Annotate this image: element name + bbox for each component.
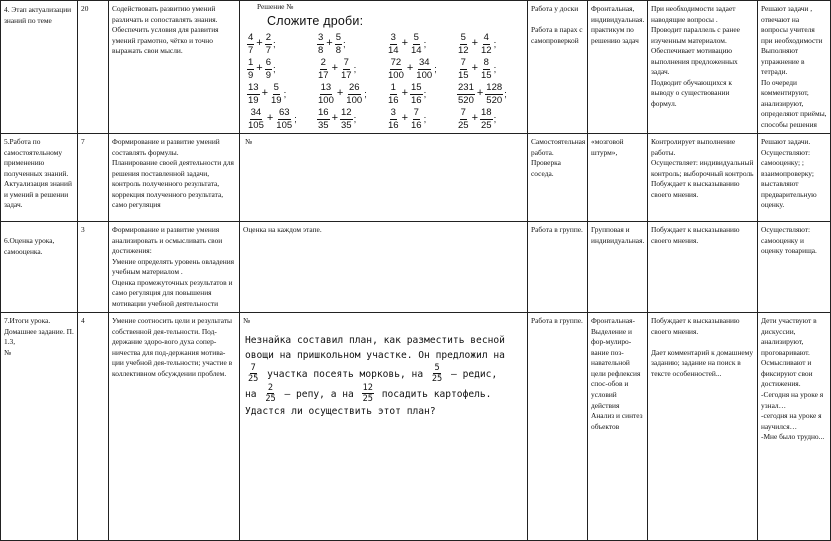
fraction bbox=[457, 58, 470, 80]
denominator: 25 bbox=[265, 394, 276, 405]
student-cell bbox=[758, 222, 831, 313]
denominator: 9 bbox=[248, 69, 254, 81]
fraction-expression bbox=[457, 58, 527, 80]
fraction bbox=[485, 83, 503, 105]
numerator: 13 bbox=[320, 82, 332, 94]
plus-sign: + bbox=[256, 62, 263, 75]
goal-text: Формирование и развитие умений составлять формулы. Планирование своей деятельности для решения поставленной задачи, контроль полученного результата, коррекция полученного результата, само регуляция bbox=[112, 137, 234, 210]
time-text: 3 bbox=[81, 225, 85, 235]
plus-sign: + bbox=[401, 37, 409, 50]
time-text: 4 bbox=[81, 316, 85, 326]
denominator: 100 bbox=[416, 69, 433, 81]
fraction bbox=[335, 33, 342, 55]
student-cell bbox=[758, 1, 831, 134]
denominator: 35 bbox=[341, 119, 352, 131]
separator: ; bbox=[434, 63, 437, 75]
fraction bbox=[480, 108, 493, 130]
fraction bbox=[387, 33, 400, 55]
fraction bbox=[340, 58, 353, 80]
task-cell bbox=[240, 1, 528, 134]
denominator: 17 bbox=[341, 69, 352, 81]
fraction bbox=[387, 58, 405, 80]
numerator: 7 bbox=[343, 57, 349, 69]
form-cell bbox=[528, 313, 588, 541]
denominator: 100 bbox=[388, 69, 404, 81]
problem-text-4: — репу, а на bbox=[284, 388, 354, 400]
time-cell bbox=[78, 1, 109, 134]
student-text: Дети участвуют в дискуссии, анализируют, проговаривают. Осмысливают и фиксируют свои достижения. -Сегодня на уроке я узнал… -сегодня на уроке я научился… -Мне было трудно... bbox=[761, 316, 825, 442]
time-cell bbox=[78, 134, 109, 222]
numerator: 231 bbox=[458, 82, 474, 94]
form-cell bbox=[528, 222, 588, 313]
numerator: 8 bbox=[483, 57, 489, 69]
student-cell bbox=[758, 134, 831, 222]
numerator: 16 bbox=[318, 107, 329, 119]
problem-text-2: участка посеять морковь, на bbox=[267, 368, 424, 380]
separator: ; bbox=[353, 63, 357, 75]
task-cell bbox=[240, 222, 528, 313]
fraction bbox=[265, 58, 272, 80]
plus-sign: + bbox=[476, 87, 484, 100]
denominator: 25 bbox=[481, 119, 492, 131]
stage-cell bbox=[1, 134, 78, 222]
numerator: 5 bbox=[434, 362, 440, 373]
denominator: 7 bbox=[248, 44, 254, 56]
numerator: 63 bbox=[278, 107, 290, 119]
fraction bbox=[317, 58, 330, 80]
fraction bbox=[275, 108, 293, 130]
plus-sign: + bbox=[471, 62, 479, 75]
student-cell bbox=[758, 313, 831, 541]
separator: ; bbox=[504, 88, 507, 100]
stage-cell bbox=[1, 222, 78, 313]
separator: ; bbox=[493, 113, 497, 125]
goal-cell bbox=[109, 134, 240, 222]
denominator: 15 bbox=[458, 69, 469, 81]
denominator: 105 bbox=[276, 119, 293, 131]
form-text: Работа в группе. bbox=[531, 225, 583, 235]
word-problem bbox=[245, 333, 513, 419]
denominator: 8 bbox=[318, 44, 324, 56]
fraction bbox=[247, 33, 254, 55]
method-text: Групповая и индивидуальная. bbox=[591, 225, 645, 245]
fraction bbox=[410, 33, 423, 55]
time-text: 20 bbox=[81, 4, 89, 13]
fraction-expression bbox=[247, 33, 317, 55]
plus-sign: + bbox=[471, 112, 479, 125]
plus-sign: + bbox=[401, 87, 409, 100]
fraction-expression bbox=[247, 83, 317, 105]
fraction bbox=[457, 108, 470, 130]
task-cell bbox=[240, 134, 528, 222]
separator: ; bbox=[273, 38, 276, 50]
time-cell bbox=[78, 313, 109, 541]
fraction bbox=[387, 83, 400, 105]
plus-sign: + bbox=[261, 87, 269, 100]
teacher-text: Побуждает к высказыванию своего мнения. Дает комментарий к домашнему заданию; задание на поиск в тексте особенностей... bbox=[651, 316, 754, 378]
separator: ; bbox=[423, 113, 427, 125]
task-text: № bbox=[243, 316, 251, 326]
separator: ; bbox=[343, 38, 346, 50]
fraction-expression bbox=[317, 58, 387, 80]
plus-sign: + bbox=[406, 62, 414, 75]
fraction bbox=[362, 384, 374, 404]
fraction bbox=[317, 33, 324, 55]
task-text: Оценка на каждом этапе. bbox=[243, 225, 322, 235]
numerator: 7 bbox=[460, 107, 466, 119]
fraction-expression bbox=[317, 83, 387, 105]
teacher-text: При необходимости задает наводящие вопросы . Проводит параллель с ранее изученным материалом. Обеспечивает мотивацию выполнения предложенных задач. Подводит обучающихся к выводу о существовании формул. bbox=[651, 4, 740, 108]
stage-text: 7.Итоги урока. Домашнее задание. П. 1.3, № bbox=[4, 316, 74, 357]
separator: ; bbox=[423, 88, 427, 100]
numerator: 3 bbox=[318, 32, 324, 44]
stage-text: 6.Оценка урока, самооценка. bbox=[4, 236, 55, 256]
denominator: 14 bbox=[411, 44, 422, 56]
separator: ; bbox=[364, 88, 367, 100]
numerator: 2 bbox=[267, 382, 274, 393]
teacher-cell bbox=[648, 134, 758, 222]
fraction-expression bbox=[387, 83, 457, 105]
numerator: 1 bbox=[248, 57, 254, 69]
plus-sign: + bbox=[256, 37, 263, 50]
separator: ; bbox=[423, 38, 427, 50]
fraction bbox=[247, 364, 259, 384]
numerator: 6 bbox=[265, 57, 272, 69]
fraction-exercise-grid bbox=[247, 33, 524, 130]
separator: ; bbox=[294, 113, 297, 125]
denominator: 19 bbox=[248, 94, 259, 106]
denominator: 520 bbox=[458, 94, 474, 106]
teacher-cell bbox=[648, 1, 758, 134]
plus-sign: + bbox=[266, 112, 274, 125]
stage-cell bbox=[1, 1, 78, 134]
denominator: 105 bbox=[248, 119, 264, 131]
fraction bbox=[431, 364, 443, 384]
denominator: 16 bbox=[388, 119, 399, 131]
method-cell bbox=[588, 222, 648, 313]
fraction bbox=[345, 83, 363, 105]
student-text: Решают задачи. Осуществляют: самооценку; ; взаимопроверку; выставляют предварительную оценку. bbox=[761, 137, 817, 210]
table-row bbox=[1, 222, 831, 313]
fraction bbox=[247, 58, 254, 80]
numerator: 26 bbox=[348, 82, 360, 94]
fraction-expression bbox=[457, 108, 527, 130]
denominator: 25 bbox=[458, 119, 469, 131]
numerator: 12 bbox=[362, 382, 373, 393]
numerator: 5 bbox=[460, 32, 466, 44]
numerator: 7 bbox=[250, 362, 256, 373]
denominator: 35 bbox=[318, 119, 329, 131]
method-cell bbox=[588, 313, 648, 541]
plus-sign: + bbox=[326, 37, 333, 50]
separator: ; bbox=[353, 113, 357, 125]
form-cell bbox=[528, 134, 588, 222]
separator: ; bbox=[493, 38, 497, 50]
method-text: Фронтальная, индивидуальная. практикум по решению задач bbox=[591, 4, 645, 45]
numerator: 2 bbox=[265, 32, 272, 44]
denominator: 9 bbox=[265, 69, 272, 81]
fraction bbox=[264, 384, 276, 404]
denominator: 12 bbox=[458, 44, 469, 56]
fraction-expression bbox=[387, 33, 457, 55]
numerator: 7 bbox=[413, 107, 419, 119]
fraction-expression bbox=[247, 58, 317, 80]
numerator: 3 bbox=[390, 32, 396, 44]
stage-cell bbox=[1, 313, 78, 541]
numerator: 13 bbox=[248, 82, 259, 94]
form-cell bbox=[528, 1, 588, 134]
fraction-expression bbox=[247, 108, 317, 130]
separator: ; bbox=[273, 63, 276, 75]
numerator: 72 bbox=[390, 57, 402, 69]
goal-text: Формирование и развитие умения анализировать и осмысливать свои достижения: Умение определять уровень овладения учебным материалом . Оценка промежуточных результатов и само регуляция для повышения мотивации учебной деятельности bbox=[112, 225, 235, 308]
student-text: Решают задачи , отвечают на вопросы учителя при необходимости Выполняют упражнение в тетради. По очереди комментируют, анализируют, определяют приёмы, способы решения bbox=[761, 4, 827, 129]
goal-text: Содействовать развитию умений различать и сопоставлять знания. Обеспечить условия для развития умений грамотно, чётко и точно выражать свои мысли. bbox=[112, 4, 219, 56]
denominator: 8 bbox=[335, 44, 342, 56]
fraction bbox=[410, 83, 423, 105]
numerator: 18 bbox=[481, 107, 492, 119]
fraction-expression bbox=[457, 33, 527, 55]
exercise-title: Сложите дроби: bbox=[267, 13, 364, 28]
denominator: 16 bbox=[411, 119, 422, 131]
table-row bbox=[1, 313, 831, 541]
plus-sign: + bbox=[401, 112, 409, 125]
plus-sign: + bbox=[336, 87, 344, 100]
fraction bbox=[317, 83, 335, 105]
goal-cell bbox=[109, 1, 240, 134]
method-text: Фронтальная-Выделение и фор-мулиро-вание поз-навательной цели рефлексия спос-обов и условий действия Анализ и синтез объектов bbox=[591, 316, 643, 431]
table-row bbox=[1, 134, 831, 222]
table-row bbox=[1, 1, 831, 134]
denominator: 15 bbox=[481, 69, 492, 81]
goal-cell bbox=[109, 313, 240, 541]
fraction bbox=[480, 33, 493, 55]
time-cell bbox=[78, 222, 109, 313]
separator: ; bbox=[493, 63, 497, 75]
denominator: 16 bbox=[388, 94, 399, 106]
denominator: 14 bbox=[388, 44, 399, 56]
numerator: 7 bbox=[460, 57, 466, 69]
numerator: 3 bbox=[390, 107, 396, 119]
plus-sign: + bbox=[331, 62, 339, 75]
problem-text-3: — редис, на bbox=[245, 368, 498, 400]
numerator: 4 bbox=[248, 32, 254, 44]
task-cell bbox=[240, 313, 528, 541]
form-text: Работа в группе. bbox=[531, 316, 583, 326]
fraction-expression bbox=[317, 108, 387, 130]
denominator: 25 bbox=[431, 374, 443, 385]
fraction bbox=[247, 83, 260, 105]
problem-text-5: посадить картофель. Удастся ли осуществить этот план? bbox=[245, 388, 492, 417]
fraction bbox=[247, 108, 265, 130]
problem-text-1: Незнайка составил план, как разместить весной овощи на пришкольном участке. Он предложил на bbox=[245, 334, 505, 362]
teacher-cell bbox=[648, 313, 758, 541]
numerator: 34 bbox=[418, 57, 430, 69]
form-text: Работа у доски Работа в парах с самопроверкой bbox=[531, 4, 583, 45]
separator: ; bbox=[283, 88, 287, 100]
numerator: 5 bbox=[273, 82, 279, 94]
denominator: 17 bbox=[318, 69, 329, 81]
goal-text: Умение соотносить цели и результаты собственной дея-тельности. Под-держание здоро-вого духа сопер-ничества для под-держания мотива-ции учебной дея-тельности; участие в коллективном обсуждении проблем. bbox=[112, 316, 233, 378]
stage-text: 4. Этап актуализации знаний по теме bbox=[4, 5, 72, 26]
task-text: № bbox=[245, 137, 253, 147]
fraction-expression bbox=[457, 83, 527, 105]
numerator: 5 bbox=[413, 32, 419, 44]
denominator: 100 bbox=[346, 94, 363, 106]
fraction bbox=[387, 108, 400, 130]
student-text: Осуществляют: самооценку и оценку товарища. bbox=[761, 225, 817, 256]
solution-header: Решение № bbox=[257, 2, 294, 11]
numerator: 2 bbox=[320, 57, 326, 69]
plus-sign: + bbox=[331, 112, 339, 125]
plus-sign: + bbox=[471, 37, 479, 50]
fraction bbox=[480, 58, 493, 80]
fraction bbox=[265, 33, 272, 55]
denominator: 100 bbox=[318, 94, 334, 106]
denominator: 16 bbox=[411, 94, 422, 106]
fraction bbox=[270, 83, 283, 105]
fraction bbox=[415, 58, 433, 80]
goal-cell bbox=[109, 222, 240, 313]
denominator: 25 bbox=[362, 394, 373, 405]
fraction bbox=[340, 108, 353, 130]
fraction bbox=[317, 108, 330, 130]
teacher-text: Контролирует выполнение работы. Осуществляет: индивидуальный контроль; выборочный контроль Побуждает к высказыванию своего мнения. bbox=[651, 137, 754, 199]
denominator: 7 bbox=[265, 44, 272, 56]
teacher-text: Побуждает к высказыванию своего мнения. bbox=[651, 225, 740, 245]
fraction bbox=[410, 108, 423, 130]
denominator: 520 bbox=[486, 94, 503, 106]
time-text: 7 bbox=[81, 137, 85, 147]
fraction-expression bbox=[387, 58, 457, 80]
fraction-expression bbox=[317, 33, 387, 55]
numerator: 1 bbox=[390, 82, 396, 94]
numerator: 4 bbox=[483, 32, 489, 44]
numerator: 128 bbox=[486, 82, 503, 94]
denominator: 12 bbox=[481, 44, 492, 56]
method-text: «мозговой штурм», bbox=[591, 137, 624, 157]
method-cell bbox=[588, 1, 648, 134]
numerator: 12 bbox=[341, 107, 352, 119]
numerator: 34 bbox=[250, 107, 262, 119]
method-cell bbox=[588, 134, 648, 222]
fraction-expression bbox=[387, 108, 457, 130]
denominator: 25 bbox=[248, 374, 259, 385]
fraction bbox=[457, 33, 470, 55]
fraction bbox=[457, 83, 475, 105]
numerator: 15 bbox=[411, 82, 422, 94]
form-text: Самостоятельная работа. Проверка соседа. bbox=[531, 137, 586, 178]
numerator: 5 bbox=[335, 32, 342, 44]
stage-text: 5.Работа по самостоятельному применению полученных знаний. Актуализация знаний и умений в решении задач. bbox=[4, 137, 72, 210]
denominator: 19 bbox=[271, 94, 282, 106]
teacher-cell bbox=[648, 222, 758, 313]
